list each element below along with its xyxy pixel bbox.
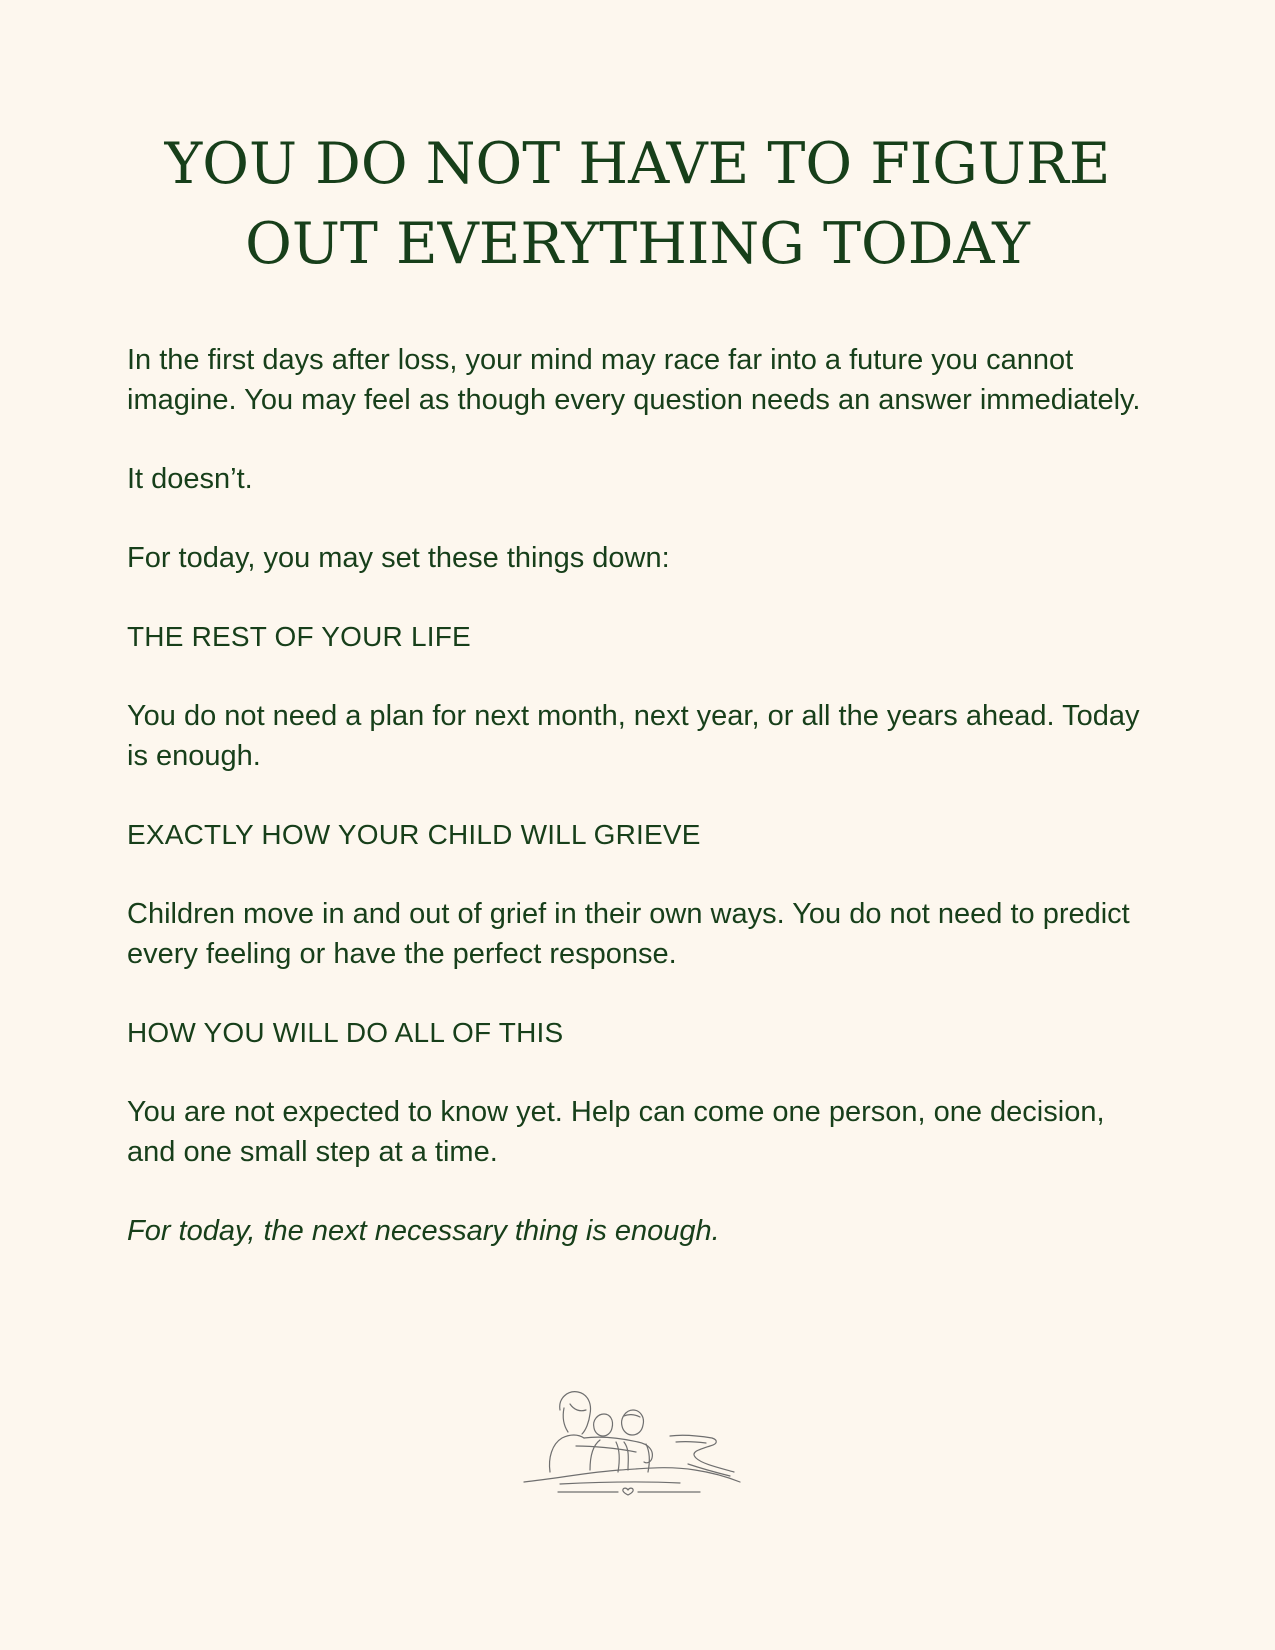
lead-in-paragraph: For today, you may set these things down: bbox=[127, 542, 670, 574]
title-line-2: OUT EVERYTHING TODAY bbox=[245, 211, 1030, 277]
parent-and-children-by-water-illustration bbox=[520, 1380, 760, 1500]
section-text-child-grief: Children move in and out of grief in their own ways. You do not need to predict every feeling or have the perfect response. bbox=[127, 898, 1130, 970]
short-paragraph: It doesn’t. bbox=[127, 463, 253, 495]
section-heading-child-grief: EXACTLY HOW YOUR CHILD WILL GRIEVE bbox=[127, 819, 701, 850]
intro-paragraph: In the first days after loss, your mind may race far into a future you cannot imagine. You may feel as though every question needs an answer immediately. bbox=[127, 344, 1141, 416]
closing-line: For today, the next necessary thing is enough. bbox=[127, 1215, 720, 1247]
section-text-how-you-will: You are not expected to know yet. Help can come one person, one decision, and one small step at a time. bbox=[127, 1096, 1105, 1168]
section-text-rest-of-life: You do not need a plan for next month, next year, or all the years ahead. Today is enough. bbox=[127, 700, 1140, 772]
page-title bbox=[0, 124, 1275, 284]
section-heading-how-you-will: HOW YOU WILL DO ALL OF THIS bbox=[127, 1017, 564, 1048]
section-heading-rest-of-life: THE REST OF YOUR LIFE bbox=[127, 621, 471, 652]
heart-icon bbox=[623, 1488, 633, 1495]
body-content bbox=[127, 340, 1157, 1290]
title-line-1: YOU DO NOT HAVE TO FIGURE bbox=[164, 131, 1111, 197]
